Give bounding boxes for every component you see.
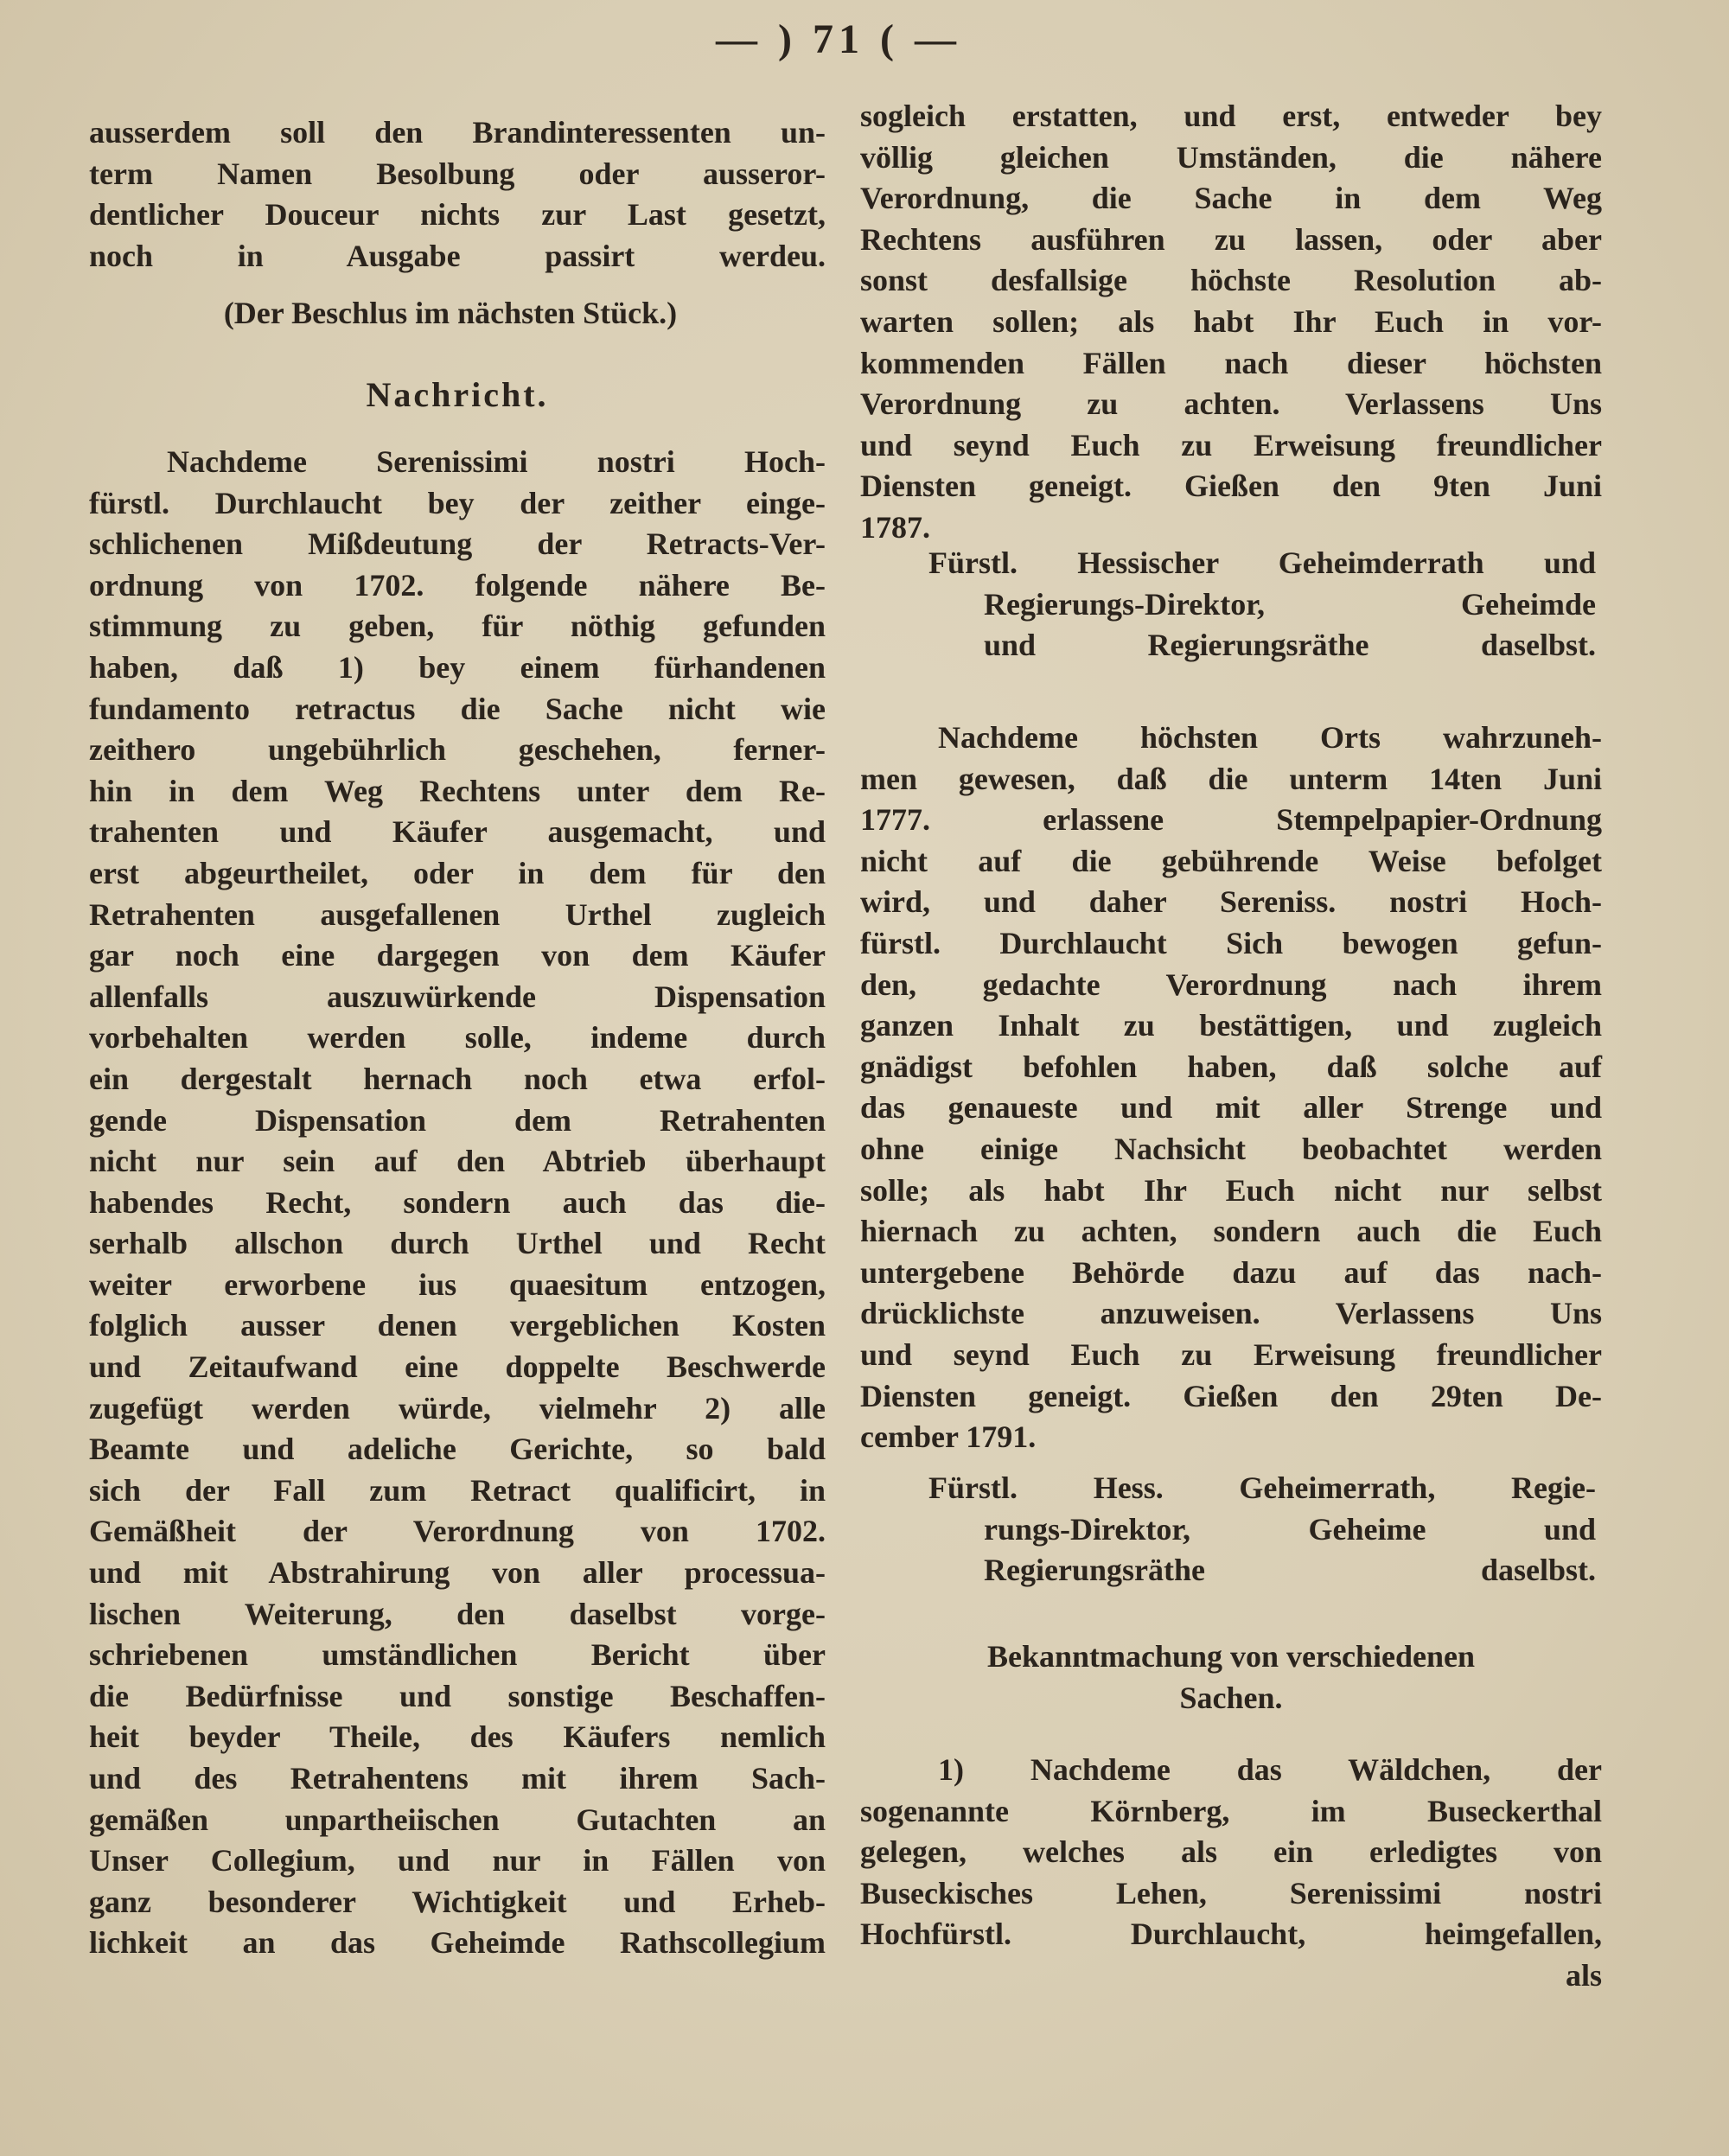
text-line: Regierungs-Direktor, Geheimde — [984, 586, 1596, 622]
text-line: Nachricht. — [366, 375, 549, 414]
text-line: dentlicher Douceur nichts zur Last gesetzt, — [89, 197, 826, 233]
continuation-note — [131, 293, 770, 335]
notice-paragraph — [860, 1750, 1602, 1997]
text-line: völlig gleichen Umständen, die nähere — [860, 139, 1602, 175]
text-line: schlichenen Mißdeutung der Retracts-Ver- — [89, 526, 826, 562]
text-line: zugefügt werden würde, vielmehr 2) alle — [89, 1390, 826, 1426]
text-line: habendes Recht, sondern auch das die- — [89, 1184, 826, 1220]
text-line: ein dergestalt hernach noch etwa erfol- — [89, 1061, 826, 1096]
text-line: haben, daß 1) bey einem fürhandenen — [89, 649, 826, 685]
text-line: und des Retrahentens mit ihrem Sach- — [89, 1761, 826, 1796]
text-line: 1) Nachdeme das Wäldchen, der — [938, 1752, 1602, 1787]
text-line: ganzen Inhalt zu bestättigen, und zugleich — [860, 1008, 1602, 1043]
text-line: fürstl. Durchlaucht Sich bewogen gefun- — [860, 925, 1602, 960]
text-line: Nachdeme höchsten Orts wahrzuneh- — [938, 720, 1602, 755]
text-line: trahenten und Käufer ausgemacht, und — [89, 814, 826, 850]
text-line: lischen Weiterung, den daselbst vorge- — [89, 1596, 826, 1631]
text-line: Retrahenten ausgefallenen Urthel zugleich — [89, 896, 826, 932]
text-line: die Bedürfnisse und sonstige Beschaffen- — [89, 1678, 826, 1713]
text-line: 1787. — [860, 509, 930, 545]
text-line: Gemäßheit der Verordnung von 1702. — [89, 1514, 826, 1549]
text-line: Buseckisches Lehen, Serenissimi nostri — [860, 1875, 1602, 1910]
text-line: Verordnung zu achten. Verlassens Uns — [860, 386, 1602, 422]
text-line: heit beyder Theile, des Käufers nemlich — [89, 1719, 826, 1755]
text-line: sogleich erstatten, und erst, entweder bey — [860, 99, 1602, 133]
text-line: Verordnung, die Sache in dem Weg — [860, 181, 1602, 216]
text-line: folglich ausser denen vergeblichen Kosten — [89, 1308, 826, 1343]
text-line: lichkeit an das Geheimde Rathscollegium — [89, 1925, 826, 1961]
text-line: gar noch eine dargegen von dem Käufer — [89, 938, 826, 973]
text-line: erst abgeurtheilet, oder in dem für den — [89, 855, 826, 890]
text-line: stimmung zu geben, für nöthig gefunden — [89, 609, 826, 644]
text-line: Diensten geneigt. Gießen den 9ten Juni — [860, 469, 1602, 504]
text-line: den, gedachte Verordnung nach ihrem — [860, 966, 1602, 1002]
text-line: warten sollen; als habt Ihr Euch in vor- — [860, 303, 1602, 339]
stamp-paper-ordinance-paragraph — [860, 718, 1602, 1458]
text-line: Beamte und adeliche Gerichte, so bald — [89, 1432, 826, 1467]
text-line: ganz besonderer Wichtigkeit und Erheb- — [89, 1884, 826, 1919]
text-line: Fürstl. Hess. Geheimerrath, Regie- — [928, 1470, 1596, 1505]
text-line: Unser Collegium, und nur in Fällen von — [89, 1843, 826, 1879]
text-line: sich der Fall zum Retract qualificirt, in — [89, 1472, 826, 1508]
text-line: gnädigst befohlen haben, daß solche auf — [860, 1049, 1602, 1084]
text-line: ohne einige Nachsicht beobachtet werden — [860, 1131, 1602, 1166]
text-line: untergebene Behörde dazu auf das nach- — [860, 1254, 1602, 1290]
text-line: sonst desfallsige höchste Resolution ab- — [860, 263, 1602, 298]
text-line: als — [1565, 1957, 1602, 1993]
text-line: gende Dispensation dem Retrahenten — [89, 1102, 826, 1138]
text-line: Sachen. — [1179, 1680, 1283, 1715]
text-line: men gewesen, daß die unterm 14ten Juni — [860, 761, 1602, 796]
text-line: Regierungsräthe daselbst. — [984, 1553, 1596, 1588]
text-line: kommenden Fällen nach dieser höchsten — [860, 345, 1602, 380]
text-line: Hochfürstl. Durchlaucht, heimgefallen, — [860, 1917, 1602, 1952]
section-heading-bekanntmachung — [860, 1636, 1602, 1719]
section-heading-nachricht — [89, 374, 826, 416]
text-line: und Zeitaufwand eine doppelte Beschwerde — [89, 1349, 826, 1385]
text-line: und mit Abstrahirung von aller processua- — [89, 1555, 826, 1591]
text-line: hin in dem Weg Rechtens unter dem Re- — [89, 773, 826, 808]
text-line: solle; als habt Ihr Euch nicht nur selbst — [860, 1172, 1602, 1208]
text-line: nicht auf die gebührende Weise befolget — [860, 843, 1602, 878]
text-line: ordnung von 1702. folgende nähere Be- — [89, 567, 826, 603]
text-line: Rechtens ausführen zu lassen, oder aber — [860, 221, 1602, 257]
text-line: wird, und daher Sereniss. nostri Hoch- — [860, 884, 1602, 920]
text-line: Diensten geneigt. Gießen den 29ten De- — [860, 1378, 1602, 1413]
text-line: ausserdem soll den Brandinteressenten un- — [89, 115, 826, 150]
text-line: drücklichste anzuweisen. Verlassens Uns — [860, 1296, 1602, 1331]
text-line: und Regierungsräthe daselbst. — [984, 628, 1596, 663]
signature-block — [928, 1468, 1596, 1591]
text-line: rungs-Direktor, Geheime und — [984, 1511, 1596, 1547]
page-number-header: — ) 71 ( — — [716, 16, 961, 62]
text-line: (Der Beschlus im nächsten Stück.) — [223, 296, 678, 330]
text-line: Fürstl. Hessischer Geheimderrath und — [928, 545, 1596, 580]
text-line: gelegen, welches als ein erledigtes von — [860, 1834, 1602, 1870]
text-line: fürstl. Durchlaucht bey der zeither einge- — [89, 485, 826, 520]
text-line: gemäßen unpartheiischen Gutachten an — [89, 1802, 826, 1837]
text-line: nicht nur sein auf den Abtrieb überhaupt — [89, 1144, 826, 1179]
text-line: und seynd Euch zu Erweisung freundlicher — [860, 1336, 1602, 1372]
text-line: serhalb allschon durch Urthel und Recht — [89, 1226, 826, 1261]
announcement-continuation — [860, 96, 1602, 549]
text-line: das genaueste und mit aller Strenge und — [860, 1090, 1602, 1126]
text-line: noch in Ausgabe passirt werdeu. — [89, 238, 826, 273]
continued-text — [89, 112, 826, 277]
text-line: sogenannte Körnberg, im Buseckerthal — [860, 1793, 1602, 1828]
text-line: weiter erworbene ius quaesitum entzogen, — [89, 1266, 826, 1302]
text-line: hiernach zu achten, sondern auch die Euch — [860, 1214, 1602, 1249]
signature-block — [928, 543, 1596, 667]
announcement-paragraph — [89, 442, 826, 1964]
text-line: vorbehalten werden solle, indeme durch — [89, 1020, 826, 1056]
text-line: zeithero ungebührlich geschehen, ferner- — [89, 732, 826, 768]
text-line: und seynd Euch zu Erweisung freundlicher — [860, 427, 1602, 462]
text-line: 1777. erlassene Stempelpapier-Ordnung — [860, 802, 1602, 838]
text-line: Nachdeme Serenissimi nostri Hoch- — [167, 444, 826, 479]
text-line: schriebenen umständlichen Bericht über — [89, 1637, 826, 1673]
text-line: allenfalls auszuwürkende Dispensation — [89, 979, 826, 1014]
text-line: fundamento retractus die Sache nicht wie — [89, 691, 826, 726]
text-line: Bekanntmachung von verschiedenen — [986, 1639, 1476, 1674]
text-line: cember 1791. — [860, 1419, 1037, 1455]
text-line: term Namen Besolbung oder ausseror- — [89, 156, 826, 191]
